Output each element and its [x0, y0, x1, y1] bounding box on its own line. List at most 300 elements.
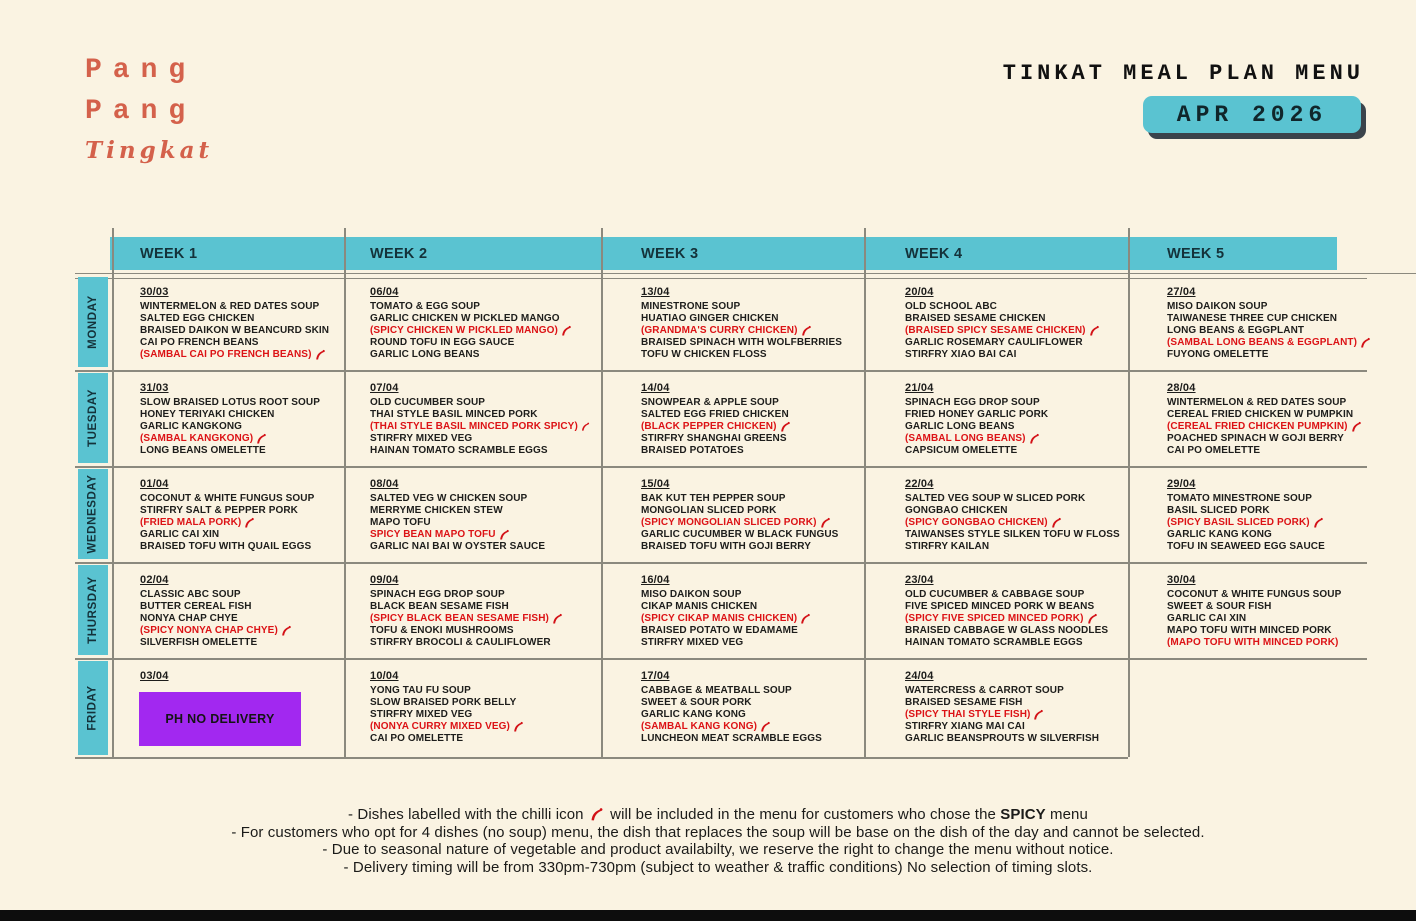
- dish-item: [1167, 301, 1412, 313]
- cell-date: 31/03: [140, 382, 169, 394]
- dish-item-text: BRAISED SPINACH WITH WOLFBERRIES: [641, 336, 842, 348]
- dish-item-text: BASIL SLICED PORK: [1167, 504, 1270, 516]
- dish-item-text: (SPICY GONGBAO CHICKEN): [905, 516, 1048, 528]
- dish-item: [905, 601, 1125, 613]
- menu-cell: [641, 382, 861, 457]
- dish-item-text: HUATIAO GINGER CHICKEN: [641, 312, 779, 324]
- cell-date: 24/04: [905, 670, 934, 682]
- menu-cell: [905, 574, 1125, 649]
- dish-item-text: ROUND TOFU IN EGG SAUCE: [370, 336, 515, 348]
- dish-item: [641, 493, 861, 505]
- cell-date: 20/04: [905, 286, 934, 298]
- dish-item-text: MONGOLIAN SLICED PORK: [641, 504, 777, 516]
- dish-item: [905, 685, 1125, 697]
- dish-item: [905, 541, 1125, 553]
- dish-item: [140, 601, 360, 613]
- dish-item-text: (SAMBAL KANG KONG): [641, 720, 758, 732]
- dish-item-text: STIRFRY SALT & PEPPER PORK: [140, 504, 298, 516]
- dish-item: [370, 313, 590, 325]
- dish-item-text: LONG BEANS & EGGPLANT: [1167, 324, 1305, 336]
- day-label-text: WEDNESDAY: [87, 474, 100, 554]
- dish-item-spicy: [140, 433, 360, 445]
- dish-item: [1167, 433, 1412, 445]
- day-label-friday: [78, 661, 108, 755]
- cell-date: 23/04: [905, 574, 934, 586]
- dish-item-spicy: [370, 721, 590, 733]
- dish-item: [641, 685, 861, 697]
- dish-item-text: CIKAP MANIS CHICKEN: [641, 600, 758, 612]
- menu-cell: [140, 670, 360, 746]
- dish-item: [370, 697, 590, 709]
- dish-item-text: TAIWANSES STYLE SILKEN TOFU W FLOSS: [905, 528, 1120, 540]
- dish-item-text: MISO DAIKON SOUP: [1167, 301, 1268, 312]
- dish-item: [905, 697, 1125, 709]
- chilli-icon: [1033, 709, 1044, 720]
- dish-item: [641, 697, 861, 709]
- dish-item-text: STIRFRY MIXED VEG: [370, 432, 473, 444]
- dish-item-text: GARLIC KANG KONG: [641, 708, 746, 720]
- footer-note-text: - Delivery timing will be from 330pm-730pm (subject to weather & traffic conditions) No selection of timing slots.: [343, 858, 1093, 876]
- chilli-icon: [499, 529, 510, 540]
- week-header-label: WEEK 2: [370, 246, 428, 262]
- chilli-icon: [1360, 337, 1371, 348]
- dish-item: [641, 709, 861, 721]
- dish-item-text: STIRFRY KAILAN: [905, 540, 990, 552]
- dish-item: [370, 601, 590, 613]
- dish-item: [905, 445, 1125, 457]
- dish-item: [1167, 541, 1412, 553]
- menu-cell: [905, 670, 1125, 745]
- dish-item: [641, 541, 861, 553]
- dish-item: [370, 349, 590, 361]
- dish-item: [140, 445, 360, 457]
- dish-item: [905, 721, 1125, 733]
- grid-hline: [75, 757, 1128, 759]
- dish-item: [641, 445, 861, 457]
- dish-item-text: SLOW BRAISED LOTUS ROOT SOUP: [140, 397, 321, 408]
- dish-item: [905, 637, 1125, 649]
- dish-item-spicy: [140, 349, 360, 361]
- dish-item-text: (SPICY MONGOLIAN SLICED PORK): [641, 516, 817, 528]
- dish-item: [641, 301, 861, 313]
- dish-item: [1167, 505, 1412, 517]
- cell-date: 29/04: [1167, 478, 1196, 490]
- dish-item: [140, 337, 360, 349]
- dish-item-spicy: [1167, 337, 1412, 349]
- dish-item-text: NONYA CHAP CHYE: [140, 612, 238, 624]
- footer-note: [28, 806, 1408, 824]
- month-badge: APR 2026: [1143, 96, 1361, 133]
- menu-cell: [1167, 574, 1412, 649]
- chilli-icon: [1029, 433, 1040, 444]
- dish-item: [140, 421, 360, 433]
- dish-item-text: STIRFRY XIAO BAI CAI: [905, 348, 1017, 360]
- day-label-monday: [78, 277, 108, 367]
- dish-item: [370, 685, 590, 697]
- dish-item-text: (SPICY CIKAP MANIS CHICKEN): [641, 612, 798, 624]
- dish-item-text: (BRAISED SPICY SESAME CHICKEN): [905, 324, 1086, 336]
- dish-item-text: (SPICY CHICKEN W PICKLED MANGO): [370, 324, 558, 336]
- dish-item-text: FIVE SPICED MINCED PORK W BEANS: [905, 600, 1095, 612]
- footer-note-text: will be included in the menu for customers who chose the: [605, 806, 1001, 823]
- menu-cell: [905, 286, 1125, 361]
- dish-item: [370, 433, 590, 445]
- week-header-label: WEEK 5: [1167, 246, 1225, 262]
- cell-date: 13/04: [641, 286, 670, 298]
- grid-hline: [75, 466, 1367, 468]
- day-label-wednesday: [78, 469, 108, 559]
- dish-item: [140, 505, 360, 517]
- dish-item: [370, 337, 590, 349]
- dish-item-text: BRAISED TOFU WITH GOJI BERRY: [641, 540, 812, 552]
- dish-item-text: STIRFRY SHANGHAI GREENS: [641, 432, 787, 444]
- dish-item-text: BRAISED SESAME CHICKEN: [905, 312, 1046, 324]
- dish-item-text: SWEET & SOUR PORK: [641, 696, 752, 708]
- dish-item-text: CAPSICUM OMELETTE: [905, 444, 1018, 456]
- footer-notes: [28, 806, 1408, 876]
- dish-item-text: SALTED EGG CHICKEN: [140, 312, 255, 324]
- dish-item: [905, 421, 1125, 433]
- chilli-icon: [256, 433, 267, 444]
- dish-item-spicy: [641, 613, 861, 625]
- menu-cell: [1167, 382, 1412, 457]
- cell-date: 08/04: [370, 478, 399, 490]
- chilli-icon: [760, 721, 771, 732]
- dish-item: [905, 337, 1125, 349]
- dish-item-text: CAI PO FRENCH BEANS: [140, 336, 259, 348]
- dish-item-text: SPINACH EGG DROP SOUP: [370, 589, 505, 600]
- dish-item-text: TOFU IN SEAWEED EGG SAUCE: [1167, 540, 1325, 552]
- dish-item-text: (NONYA CURRY MIXED VEG): [370, 720, 510, 732]
- brand-logo: [85, 50, 213, 164]
- dish-item-spicy: [370, 325, 590, 337]
- dish-item: [641, 349, 861, 361]
- dish-item-text: SPICY BEAN MAPO TOFU: [370, 528, 496, 540]
- cell-date: 21/04: [905, 382, 934, 394]
- dish-item: [140, 529, 360, 541]
- dish-item-text: (SPICY FIVE SPICED MINCED PORK): [905, 612, 1084, 624]
- dish-item: [641, 589, 861, 601]
- dish-item-spicy: [1167, 517, 1412, 529]
- dish-item: [905, 529, 1125, 541]
- dish-item: [1167, 613, 1412, 625]
- dish-item: [1167, 325, 1412, 337]
- dish-item: [641, 505, 861, 517]
- dish-item-spicy: [905, 517, 1125, 529]
- dish-item-spicy: [140, 517, 360, 529]
- cell-date: 30/04: [1167, 574, 1196, 586]
- chilli-icon: [590, 807, 604, 821]
- day-label-tuesday: [78, 373, 108, 463]
- grid-vline: [112, 228, 114, 757]
- dish-item-text: COCONUT & WHITE FUNGUS SOUP: [140, 493, 315, 504]
- dish-item-text: (SAMBAL LONG BEANS & EGGPLANT): [1167, 336, 1358, 348]
- dish-item: [1167, 409, 1412, 421]
- dish-item-text: (MAPO TOFU WITH MINCED PORK): [1167, 636, 1339, 648]
- chilli-icon: [1089, 325, 1100, 336]
- dish-item-text: BAK KUT TEH PEPPER SOUP: [641, 493, 786, 504]
- dish-item: [370, 589, 590, 601]
- dish-item-text: SILVERFISH OMELETTE: [140, 636, 258, 648]
- dish-item-text: BRAISED POTATOES: [641, 444, 744, 456]
- dish-item: [140, 313, 360, 325]
- grid-vline: [1128, 228, 1130, 757]
- cell-date: 22/04: [905, 478, 934, 490]
- dish-item-text: (SPICY NONYA CHAP CHYE): [140, 624, 278, 636]
- dish-item: [370, 397, 590, 409]
- grid-hline: [75, 370, 1367, 372]
- week-header-label: WEEK 1: [140, 246, 198, 262]
- chilli-icon: [820, 517, 831, 528]
- dish-item-text: POACHED SPINACH W GOJI BERRY: [1167, 432, 1344, 444]
- dish-item: [370, 493, 590, 505]
- dish-item-text: GARLIC LONG BEANS: [370, 348, 480, 360]
- dish-item: [1167, 625, 1412, 637]
- dish-item-text: MINESTRONE SOUP: [641, 301, 741, 312]
- dish-item-text: (SAMBAL LONG BEANS): [905, 432, 1026, 444]
- dish-item: [905, 733, 1125, 745]
- dish-item-spicy: [1167, 421, 1412, 433]
- dish-item-text: YONG TAU FU SOUP: [370, 685, 471, 696]
- dish-item-spicy: [641, 517, 861, 529]
- chilli-icon: [800, 613, 811, 624]
- dish-item-text: CEREAL FRIED CHICKEN W PUMPKIN: [1167, 408, 1354, 420]
- cell-date: 10/04: [370, 670, 399, 682]
- dish-item: [905, 409, 1125, 421]
- menu-cell: [140, 574, 360, 649]
- dish-item-text: HAINAN TOMATO SCRAMBLE EGGS: [370, 444, 548, 456]
- footer-note: [28, 859, 1408, 877]
- dish-item: [641, 529, 861, 541]
- dish-item: [140, 541, 360, 553]
- dish-item-text: TOFU W CHICKEN FLOSS: [641, 348, 767, 360]
- menu-cell: [905, 382, 1125, 457]
- dish-item: [641, 733, 861, 745]
- dish-item-text: GARLIC CUCUMBER W BLACK FUNGUS: [641, 528, 839, 540]
- dish-item-spicy: [370, 529, 590, 541]
- week-header-band: [110, 237, 1337, 270]
- dish-item: [370, 625, 590, 637]
- cell-date: 07/04: [370, 382, 399, 394]
- dish-item: [905, 589, 1125, 601]
- chilli-icon: [1051, 517, 1062, 528]
- cell-date: 03/04: [140, 670, 169, 682]
- dish-item-text: WINTERMELON & RED DATES SOUP: [140, 301, 320, 312]
- dish-item-text: (SPICY THAI STYLE FISH): [905, 708, 1031, 720]
- menu-cell: [641, 286, 861, 361]
- dish-item-text: CLASSIC ABC SOUP: [140, 589, 241, 600]
- dish-item-spicy: [641, 721, 861, 733]
- dish-item-spicy: [905, 433, 1125, 445]
- dish-item-spicy: [370, 613, 590, 625]
- dish-item-text: OLD CUCUMBER & CABBAGE SOUP: [905, 589, 1085, 600]
- dish-item: [140, 637, 360, 649]
- dish-item: [370, 709, 590, 721]
- dish-item-text: (BLACK PEPPER CHICKEN): [641, 420, 777, 432]
- footer-note: [28, 824, 1408, 842]
- footer-note-bold: SPICY: [1000, 806, 1046, 823]
- dish-item-text: GARLIC CHICKEN W PICKLED MANGO: [370, 312, 560, 324]
- brand-word-tingkat: Tingkat: [85, 137, 214, 164]
- dish-item-text: GARLIC CAI XIN: [1167, 612, 1247, 624]
- dish-item-text: SNOWPEAR & APPLE SOUP: [641, 397, 779, 408]
- chilli-icon: [1351, 421, 1362, 432]
- dish-item-text: SALTED VEG SOUP W SLICED PORK: [905, 493, 1086, 504]
- footer-note-text: - Due to seasonal nature of vegetable and product availabilty, we reserve the right to change the menu without notice.: [322, 841, 1114, 859]
- footer-note-text: - For customers who opt for 4 dishes (no soup) menu, the dish that replaces the soup will be base on the dish of the day and cannot be selected.: [231, 823, 1205, 841]
- dish-item-text: GARLIC LONG BEANS: [905, 420, 1015, 432]
- chilli-icon: [1313, 517, 1324, 528]
- dish-item: [905, 397, 1125, 409]
- dish-item: [140, 613, 360, 625]
- day-label-text: MONDAY: [87, 295, 99, 349]
- dish-item-text: OLD SCHOOL ABC: [905, 301, 997, 312]
- dish-item-text: MAPO TOFU WITH MINCED PORK: [1167, 624, 1332, 636]
- dish-item-text: GARLIC NAI BAI W OYSTER SAUCE: [370, 540, 546, 552]
- dish-item-text: LUNCHEON MEAT SCRAMBLE EGGS: [641, 732, 822, 744]
- dish-item: [905, 493, 1125, 505]
- dish-item: [140, 397, 360, 409]
- grid-vline: [601, 228, 603, 757]
- menu-cell: [641, 574, 861, 649]
- chilli-icon: [552, 613, 563, 624]
- dish-item: [641, 313, 861, 325]
- dish-item-spicy: [905, 709, 1125, 721]
- menu-cell: [370, 574, 590, 649]
- cell-date: 15/04: [641, 478, 670, 490]
- menu-cell: [641, 670, 861, 745]
- footer-note-text: - Dishes labelled with the chilli icon: [348, 806, 588, 823]
- dish-item-text: GARLIC KANG KONG: [1167, 528, 1272, 540]
- dish-item-spicy: [905, 613, 1125, 625]
- dish-item-text: BRAISED TOFU WITH QUAIL EGGS: [140, 540, 312, 552]
- dish-item-text: STIRFRY XIANG MAI CAI: [905, 720, 1025, 732]
- dish-item-spicy: [370, 421, 590, 433]
- dish-item: [641, 397, 861, 409]
- dish-item-spicy: [140, 625, 360, 637]
- cell-date: 14/04: [641, 382, 670, 394]
- dish-item-text: SPINACH EGG DROP SOUP: [905, 397, 1040, 408]
- dish-item: [905, 349, 1125, 361]
- dish-item-text: GARLIC BEANSPROUTS W SILVERFISH: [905, 732, 1100, 744]
- dish-item: [641, 637, 861, 649]
- chilli-icon: [244, 517, 255, 528]
- dish-item-text: GARLIC ROSEMARY CAULIFLOWER: [905, 336, 1083, 348]
- dish-item-text: COCONUT & WHITE FUNGUS SOUP: [1167, 589, 1342, 600]
- dish-item: [370, 541, 590, 553]
- menu-cell: [140, 382, 360, 457]
- chilli-icon: [801, 325, 812, 336]
- dish-item-text: BRAISED DAIKON W BEANCURD SKIN: [140, 324, 330, 336]
- dish-item: [370, 733, 590, 745]
- chilli-icon: [1087, 613, 1098, 624]
- dish-item: [641, 433, 861, 445]
- dish-item: [140, 589, 360, 601]
- chilli-icon: [281, 625, 292, 636]
- dish-item-text: HAINAN TOMATO SCRAMBLE EGGS: [905, 636, 1083, 648]
- chilli-icon: [780, 421, 791, 432]
- dish-item-text: GARLIC KANGKONG: [140, 420, 243, 432]
- menu-cell: [140, 286, 360, 361]
- chilli-icon: [561, 325, 572, 336]
- dish-item: [370, 445, 590, 457]
- dish-item-text: CABBAGE & MEATBALL SOUP: [641, 685, 792, 696]
- brand-word-2: Pang: [85, 96, 197, 127]
- dish-item-text: TOMATO MINESTRONE SOUP: [1167, 493, 1312, 504]
- cell-date: 02/04: [140, 574, 169, 586]
- dish-item-text: BRAISED SESAME FISH: [905, 696, 1023, 708]
- footer-note-text: menu: [1045, 806, 1088, 823]
- cell-date: 06/04: [370, 286, 399, 298]
- dish-item-text: BRAISED POTATO W EDAMAME: [641, 624, 798, 636]
- dish-item: [905, 301, 1125, 313]
- dish-item-text: BRAISED CABBAGE W GLASS NOODLES: [905, 624, 1109, 636]
- grid-hline: [75, 273, 1416, 275]
- dish-item-text: TAIWANESE THREE CUP CHICKEN: [1167, 312, 1338, 324]
- dish-item-text: SALTED EGG FRIED CHICKEN: [641, 408, 789, 420]
- dish-item-text: (GRANDMA'S CURRY CHICKEN): [641, 324, 798, 336]
- dish-item-text: (THAI STYLE BASIL MINCED PORK SPICY): [370, 420, 578, 432]
- dish-item-text: STIRFRY MIXED VEG: [641, 636, 744, 648]
- dish-item: [1167, 445, 1412, 457]
- dish-item-text: SWEET & SOUR FISH: [1167, 600, 1272, 612]
- dish-item-text: (FRIED MALA PORK): [140, 516, 242, 528]
- dish-item: [905, 505, 1125, 517]
- dish-item-spicy: [641, 421, 861, 433]
- dish-item-text: (CEREAL FRIED CHICKEN PUMPKIN): [1167, 420, 1348, 432]
- dish-item: [370, 301, 590, 313]
- dish-item-text: BLACK BEAN SESAME FISH: [370, 600, 509, 612]
- dish-item: [370, 505, 590, 517]
- dish-item: [370, 637, 590, 649]
- dish-item-text: SALTED VEG W CHICKEN SOUP: [370, 493, 528, 504]
- chilli-icon: [315, 349, 326, 360]
- day-label-thursday: [78, 565, 108, 655]
- cell-date: 28/04: [1167, 382, 1196, 394]
- menu-cell: [140, 478, 360, 553]
- grid-hline: [75, 658, 1367, 660]
- dish-item: [370, 517, 590, 529]
- menu-cell: [370, 670, 590, 745]
- dish-item-text: MISO DAIKON SOUP: [641, 589, 742, 600]
- dish-item-spicy: [641, 325, 861, 337]
- menu-cell: [905, 478, 1125, 553]
- dish-item-text: LONG BEANS OMELETTE: [140, 444, 266, 456]
- menu-cell: [370, 286, 590, 361]
- dish-item-text: TOMATO & EGG SOUP: [370, 301, 481, 312]
- dish-item-text: OLD CUCUMBER SOUP: [370, 397, 486, 408]
- day-label-text: THURSDAY: [87, 576, 100, 644]
- dish-item: [1167, 589, 1412, 601]
- dish-item: [905, 313, 1125, 325]
- footer-note: [28, 841, 1408, 859]
- dish-item: [140, 409, 360, 421]
- dish-item-text: BUTTER CEREAL FISH: [140, 600, 252, 612]
- dish-item: [641, 601, 861, 613]
- dish-item: [641, 409, 861, 421]
- brand-word-1: Pang: [85, 55, 197, 86]
- dish-item-spicy: [905, 325, 1125, 337]
- dish-item-text: SLOW BRAISED PORK BELLY: [370, 696, 517, 708]
- dish-item: [140, 325, 360, 337]
- dish-item-text: FRIED HONEY GARLIC PORK: [905, 408, 1049, 420]
- dish-item-text: (SAMBAL CAI PO FRENCH BEANS): [140, 348, 312, 360]
- dish-item: [1167, 313, 1412, 325]
- dish-item: [1167, 601, 1412, 613]
- cell-date: 01/04: [140, 478, 169, 490]
- dish-item-text: GONGBAO CHICKEN: [905, 504, 1008, 516]
- bottom-bar: [0, 910, 1416, 921]
